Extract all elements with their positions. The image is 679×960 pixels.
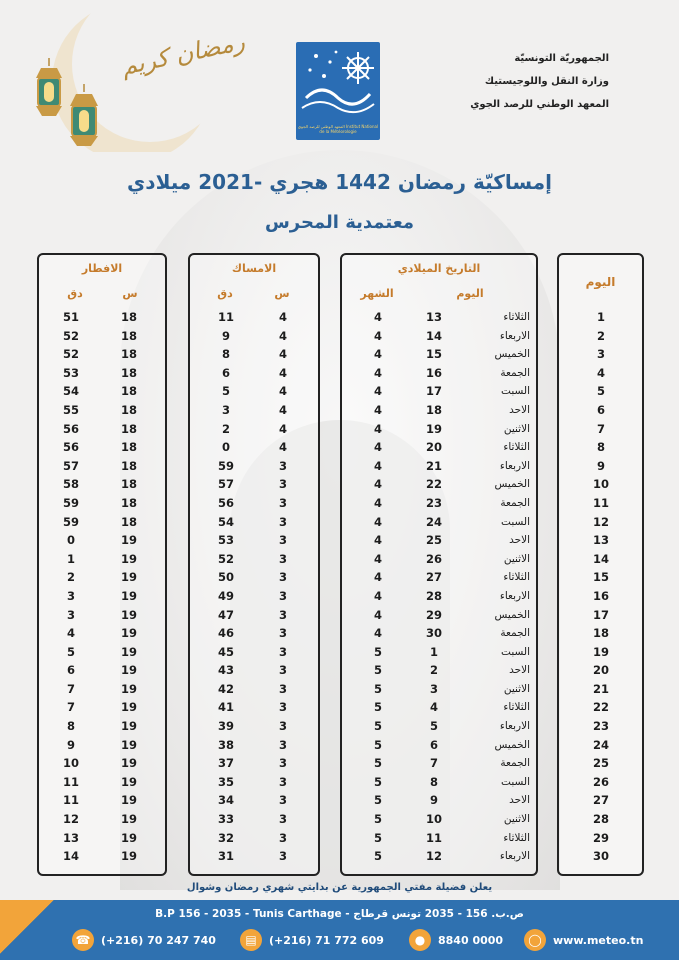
day-number-column: 1 2 3 4 5 6 7 8 9 10 11 12 13 14 15 16 17 18 19 20 21 22 23 24 25 26 27 28 29 30 bbox=[592, 310, 609, 864]
imsak-minute-column: 11 9 8 6 5 3 2 0 59 57 56 54 53 52 50 49 47 46 45 43 42 41 39 38 37 35 34 33 32 31 bbox=[217, 310, 234, 864]
green-number: 8840 0000 bbox=[438, 933, 504, 947]
date-day-column: 13 14 15 16 17 18 19 20 21 22 23 24 25 26 27 28 29 30 1 2 3 4 5 6 7 8 9 10 11 12 bbox=[425, 310, 442, 864]
month-column: 4 4 4 4 4 4 4 4 4 4 4 4 4 4 4 4 4 4 5 5 5 5 5 5 5 5 5 5 5 5 bbox=[373, 310, 382, 864]
lantern-icon bbox=[32, 58, 66, 120]
phone-icon: ☎ bbox=[72, 929, 94, 951]
imsak-hour-header: س bbox=[274, 287, 290, 300]
day-header: اليوم bbox=[456, 287, 484, 300]
iftar-header: الافطار bbox=[81, 262, 123, 275]
gregorian-date-header: التاريخ الميلادي bbox=[397, 262, 481, 275]
postal-address: B.P 156 - 2035 - Tunis Carthage - ص.ب. 156 - 2035 تونس قرطاج bbox=[155, 908, 524, 920]
weekday-column: الثلاثاء الاربعاء الخميس الجمعة السبت الاحد الاثنين الثلاثاء الاربعاء الخميس الجمعة السبت الاحد الاثنين الثلاثاء الاربعاء الخميس الجمعة السبت الاحد الاثنين الثلاثاء الاربعاء الخميس الجمعة السبت الاحد الاثنين الثلاثاء الاربعاء bbox=[494, 311, 530, 863]
iftar-minute-header: دق bbox=[67, 287, 83, 300]
imsak-header: الامساك bbox=[231, 262, 277, 275]
ministry-name: وزارة النقل واللوجيستيك bbox=[484, 76, 609, 87]
phone-number: (+216) 70 247 740 bbox=[101, 933, 216, 947]
logo-emblem-icon bbox=[296, 42, 380, 122]
day-number-header: اليوم bbox=[585, 275, 616, 289]
green-number-contact bbox=[409, 928, 503, 952]
ramadan-greeting: رمضان كريم bbox=[118, 27, 248, 81]
website-contact[interactable] bbox=[524, 928, 643, 952]
government-header bbox=[409, 47, 609, 116]
institute-name: المعهد الوطني للرصد الجوي bbox=[470, 99, 609, 110]
fax-contact bbox=[240, 928, 384, 952]
page-subtitle: معتمدية المحرس bbox=[264, 212, 415, 233]
imsak-hour-column: 4 4 4 4 4 4 4 4 3 3 3 3 3 3 3 3 3 3 3 3 3 3 3 3 3 3 3 3 3 3 bbox=[278, 310, 287, 864]
imsak-minute-header: دق bbox=[217, 287, 233, 300]
website-link[interactable]: www.meteo.tn bbox=[553, 933, 644, 947]
globe-icon: ◯ bbox=[524, 929, 546, 951]
page-title: إمساكيّة رمضان 1442 هجري -2021 ميلادي bbox=[126, 170, 553, 194]
mufti-note: يعلن فضيلة مفتي الجمهورية عن بدايتي شهري رمضان وشوال bbox=[186, 882, 493, 893]
month-header: الشهر bbox=[360, 287, 394, 300]
fax-number: (+216) 71 772 609 bbox=[269, 933, 384, 947]
logo-caption: المعهد الوطني للرصد الجوي Institut National de la Météorologie bbox=[297, 124, 379, 134]
institute-logo bbox=[296, 42, 380, 140]
location-icon: ● bbox=[409, 929, 431, 951]
iftar-hour-header: س bbox=[122, 287, 138, 300]
phone-contact bbox=[72, 928, 216, 952]
country-name: الجمهوريّة التونسيّة bbox=[514, 53, 609, 64]
lantern-icon bbox=[66, 84, 102, 150]
iftar-minute-column: 51 52 52 53 54 55 56 56 57 58 59 59 0 1 2 3 3 4 5 6 7 7 8 9 10 11 11 12 13 14 bbox=[62, 310, 79, 864]
fax-icon: ▤ bbox=[240, 929, 262, 951]
iftar-hour-column: 18 18 18 18 18 18 18 18 18 18 18 18 19 19 19 19 19 19 19 19 19 19 19 19 19 19 19 19 19 19 bbox=[120, 310, 137, 864]
